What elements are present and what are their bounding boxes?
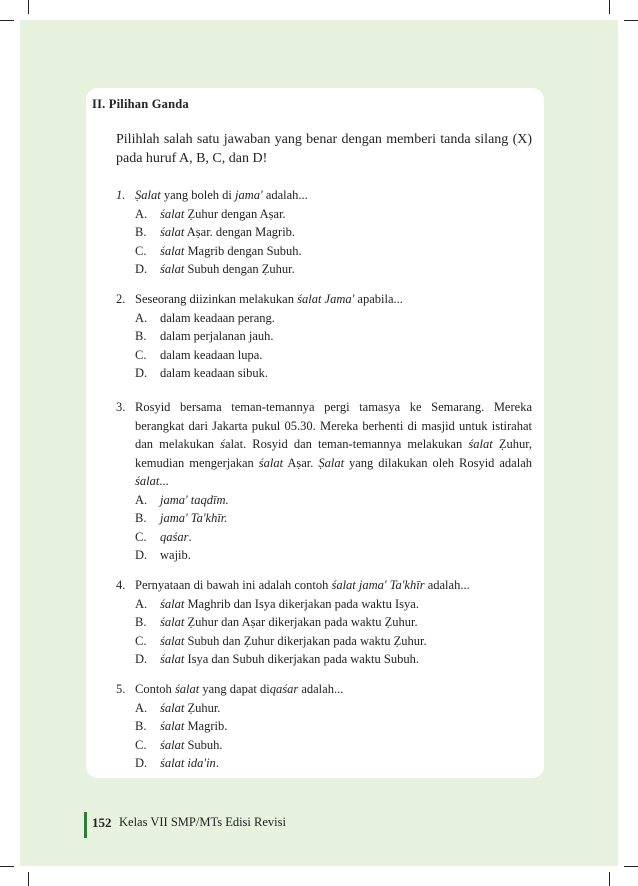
section-title: II. Pilihan Ganda (92, 97, 189, 111)
stem-italic: śalat (258, 455, 284, 470)
stem-italic: jama' (235, 188, 263, 202)
option-italic: śalat (160, 225, 185, 239)
option-text: dalam keadaan perang. (160, 310, 275, 325)
crop-mark (624, 866, 638, 867)
option-b[interactable] (135, 509, 532, 528)
option-letter: B. (135, 511, 147, 525)
option-text: dalam keadaan sibuk. (160, 366, 268, 380)
option-d[interactable] (135, 546, 532, 565)
crop-mark (0, 20, 14, 21)
stem-text: yang boleh di (160, 188, 235, 202)
question-2 (116, 290, 532, 383)
option-a[interactable] (135, 699, 532, 718)
stem-text: yang dapat di (199, 682, 270, 696)
stem-text: yang dilakukan oleh Rosyid adalah (344, 455, 532, 470)
stem-italic: śalat (468, 437, 493, 451)
option-c[interactable] (135, 632, 532, 651)
stem-text: ... (159, 474, 169, 488)
question-number: 1. (116, 188, 126, 202)
option-text: dalam perjalanan jauh. (160, 329, 274, 343)
option-b[interactable] (135, 223, 532, 242)
footer-title: Kelas VII SMP/MTs Edisi Revisi (119, 815, 286, 829)
stem-italic: qaśar (269, 682, 299, 696)
option-c[interactable] (135, 528, 532, 547)
option-text: Magrib. (184, 719, 228, 733)
option-b[interactable] (135, 717, 532, 736)
question-stem (135, 398, 532, 491)
stem-text: Seseorang diizinkan melakukan (135, 292, 298, 306)
option-text: Ẓuhur dengan Aṣar. (184, 206, 286, 221)
option-italic: śalat (160, 262, 185, 276)
option-d[interactable] (135, 260, 532, 279)
stem-text: adalah... (298, 682, 344, 696)
question-number: 4. (116, 578, 126, 592)
option-letter: D. (135, 756, 148, 770)
option-letter: A. (135, 492, 148, 507)
stem-text: adalah... (424, 578, 470, 592)
option-text: Subuh. (184, 737, 223, 752)
option-text: Ẓuhur dan Aṣar dikerjakan pada waktu Ẓuhur. (184, 615, 418, 629)
stem-italic: ś (220, 437, 226, 451)
option-letter: B. (135, 719, 147, 733)
option-c[interactable] (135, 346, 532, 365)
question-4 (116, 576, 532, 669)
option-text: Isya dan Subuh dikerjakan pada waktu Subuh. (184, 652, 419, 666)
option-b[interactable] (135, 613, 532, 632)
crop-mark (609, 872, 610, 886)
question-1 (116, 186, 532, 279)
option-letter: B. (135, 615, 147, 629)
option-letter: D. (135, 548, 148, 562)
option-a[interactable] (135, 205, 532, 224)
option-letter: A. (135, 596, 148, 611)
option-italic: śalat ida'in (160, 756, 216, 770)
option-letter: D. (135, 366, 148, 380)
option-italic: śalat (160, 737, 185, 752)
stem-text: Aṣar. (283, 455, 319, 470)
stem-text: adalah... (262, 188, 308, 202)
question-5 (116, 680, 532, 773)
option-text: Subuh dengan Ẓuhur. (184, 262, 295, 276)
option-letter: B. (135, 329, 147, 343)
question-stem (135, 680, 532, 699)
stem-italic: Ṣalat (135, 188, 161, 202)
option-a[interactable] (135, 309, 532, 328)
crop-mark (28, 0, 29, 14)
option-italic: jama' taqdīm. (160, 492, 229, 507)
option-text: Aṣar. dengan Magrib. (184, 225, 296, 239)
option-d[interactable] (135, 754, 532, 773)
option-italic: śalat (160, 633, 185, 648)
option-text: . (188, 529, 192, 544)
option-italic: śalat (160, 596, 185, 611)
option-italic: śalat (160, 615, 185, 629)
option-italic: jama' Ta'khīr. (160, 511, 228, 525)
stem-italic: śalat (135, 474, 160, 488)
footer-accent-bar (84, 812, 87, 838)
option-letter: C. (135, 737, 147, 752)
option-b[interactable] (135, 327, 532, 346)
option-italic: śalat (160, 243, 185, 258)
option-text: Ẓuhur. (184, 700, 221, 715)
stem-text: Ẓuhur, kemudian mengerjakan (135, 437, 532, 470)
option-text: Subuh dan Ẓuhur dikerjakan pada waktu Ẓuhur. (184, 633, 427, 648)
option-italic: qaśar (160, 529, 189, 544)
question-number: 5. (116, 682, 126, 696)
stem-italic: śalat (174, 682, 200, 696)
option-a[interactable] (135, 595, 532, 614)
stem-italic: śalat Jama' (297, 292, 355, 306)
option-text: Magrib dengan Subuh. (184, 243, 302, 258)
option-letter: C. (135, 347, 147, 362)
option-c[interactable] (135, 736, 532, 755)
question-3 (116, 398, 532, 565)
page-number: 152 (92, 815, 112, 830)
stem-text: alat. Rosyid dan teman-temannya melakukan (225, 437, 469, 451)
option-letter: A. (135, 310, 148, 325)
stem-text: Contoh (135, 682, 175, 696)
option-a[interactable] (135, 491, 532, 510)
question-stem (135, 576, 532, 595)
option-text: Maghrib dan Isya dikerjakan pada waktu Isya. (184, 596, 419, 611)
option-italic: śalat (160, 719, 185, 733)
crop-mark (624, 20, 638, 21)
option-letter: D. (135, 262, 148, 276)
stem-text: Rosyid bersama teman-temannya pergi tamasya ke Semarang. Mereka berangkat dari Jakarta pukul 05.30. Mereka berhenti di masjid untuk istirahat dan melakukan (135, 400, 532, 451)
question-stem (135, 186, 532, 205)
option-italic: śalat (160, 700, 185, 715)
option-letter: A. (135, 700, 148, 715)
question-stem (135, 290, 532, 309)
option-text: dalam keadaan lupa. (160, 347, 263, 362)
option-d[interactable] (135, 364, 532, 383)
option-letter: C. (135, 529, 147, 544)
option-d[interactable] (135, 650, 532, 669)
option-letter: A. (135, 206, 148, 221)
option-text: . (215, 756, 219, 770)
stem-italic: Ṣalat (318, 455, 345, 470)
stem-text: Pernyataan di bawah ini adalah contoh (135, 578, 332, 592)
option-italic: śalat (160, 652, 185, 666)
stem-italic: śalat jama' Ta'khīr (331, 578, 425, 592)
crop-mark (28, 872, 29, 886)
option-letter: D. (135, 652, 148, 666)
option-letter: B. (135, 225, 147, 239)
crop-mark (0, 866, 14, 867)
instructions: Pilihlah salah satu jawaban yang benar dengan memberi tanda silang (X) pada huruf A, B, C, dan D! (116, 132, 532, 166)
question-number: 2. (116, 292, 126, 306)
option-letter: C. (135, 633, 147, 648)
question-number: 3. (116, 400, 126, 414)
option-text: wajib. (160, 548, 191, 562)
option-letter: C. (135, 243, 147, 258)
option-c[interactable] (135, 242, 532, 261)
crop-mark (609, 0, 610, 14)
option-italic: śalat (160, 206, 185, 221)
stem-text: apabila... (354, 292, 403, 306)
